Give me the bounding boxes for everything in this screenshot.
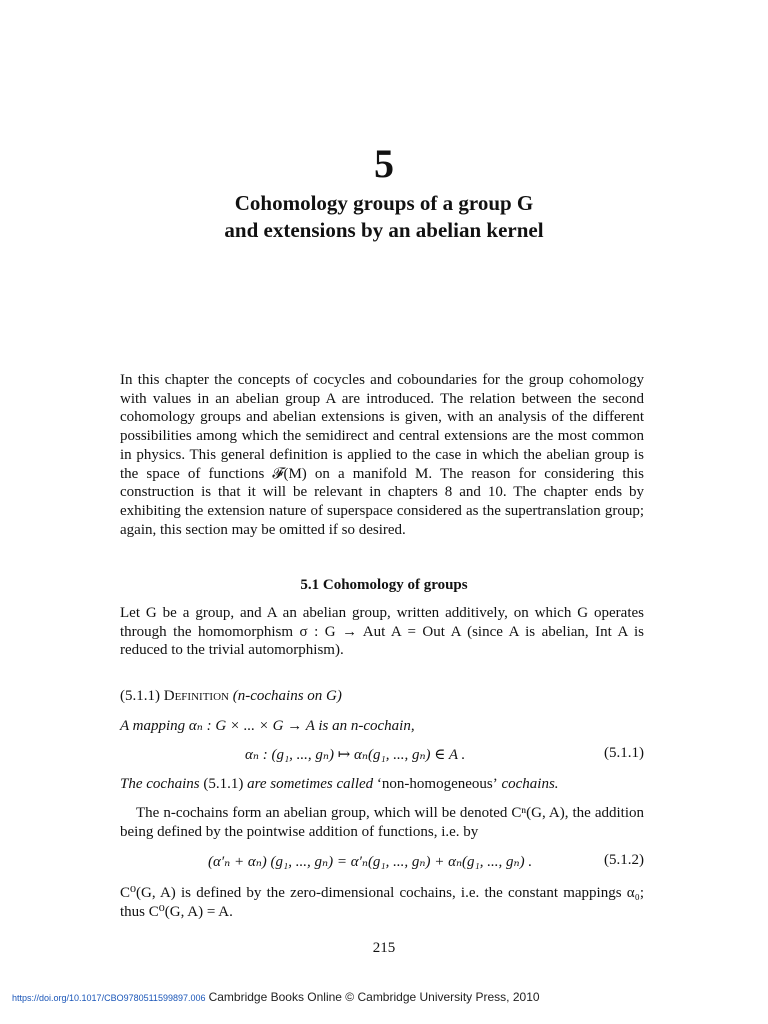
intro-paragraph: In this chapter the concepts of cocycles and coboundaries for the group cohomology with values in an abelian group A are introduced. The relation between the second cohomology groups and abelian extensions is given, with an analysis of the different possibilities among which the semidirect and central extensions are the most common in physics. This general definition is applied to the case in which the abelian group is the space of functions 𝓕(M) on a manifold M. The reason for considering this construction is that it will be relevant in chapters 8 and 10. The chapter ends by exhibiting the extension nature of superspace considered as the supertranslation group; again, this section may be omitted if so desired. — [120, 372, 644, 538]
definition-heading — [120, 688, 342, 705]
paragraph-3: C⁰(G, A) is defined by the zero-dimensional cochains, i.e. the constant mappings α₀; thus C⁰(G, A) = A. — [120, 885, 644, 920]
chapter-number: 5 — [374, 141, 394, 186]
cochain-note-ref: (5.1.1) — [203, 776, 244, 792]
cochain-note-quoted: ‘non-homogeneous’ — [376, 776, 498, 792]
definition-number: (5.1.1) — [120, 688, 160, 704]
cochain-note — [120, 776, 559, 793]
publisher-credit: Cambridge Books Online © Cambridge University Press, 2010 — [208, 990, 540, 1004]
section-intro — [120, 604, 644, 660]
equation-label: (5.1.2) — [604, 852, 644, 868]
equation-formula: (α′ₙ + αₙ) (g₁, ..., gₙ) = α′ₙ(g₁, ..., gₙ) + αₙ(g₁, ..., gₙ) . — [208, 854, 533, 870]
page-footer — [12, 990, 540, 1004]
definition-topic: (n-cochains on G) — [232, 688, 342, 704]
paragraph-2: The n-cochains form an abelian group, which will be denoted Cⁿ(G, A), the addition being defined by the pointwise addition of functions, i.e. by — [120, 805, 644, 840]
doi-link[interactable]: https://doi.org/10.1017/CBO9780511599897.006 — [12, 993, 206, 1003]
chapter-title — [0, 190, 768, 244]
section-heading: 5.1 Cohomology of groups — [300, 577, 468, 593]
chapter-intro — [120, 371, 644, 539]
section-paragraph: Let G be a group, and A an abelian group, written additively, on which G operates through the homomorphism σ : G → Aut A = Out A (since A is abelian, Int A is reduced to the trivial automorphism). — [120, 605, 644, 659]
cochain-group-paragraph — [120, 804, 644, 841]
chapter-title-line-1: Cohomology groups of a group G — [234, 191, 534, 215]
chapter-title-line-2: and extensions by an abelian kernel — [224, 218, 544, 242]
cochain-note-part1: The cochains — [120, 776, 200, 792]
page-number: 215 — [372, 940, 396, 956]
equation-label: (5.1.1) — [604, 745, 644, 761]
equation-formula: αₙ : (g₁, ..., gₙ) ↦ αₙ(g₁, ..., gₙ) ∈ A . — [245, 747, 466, 763]
definition-statement: A mapping αₙ : G × ... × G → A is an n-cochain, — [120, 718, 415, 734]
cochain-note-part3: cochains. — [501, 776, 559, 792]
zero-cochain-paragraph — [120, 884, 644, 921]
definition-keyword: Definition — [163, 688, 229, 704]
cochain-note-part2: are sometimes called — [247, 776, 374, 792]
